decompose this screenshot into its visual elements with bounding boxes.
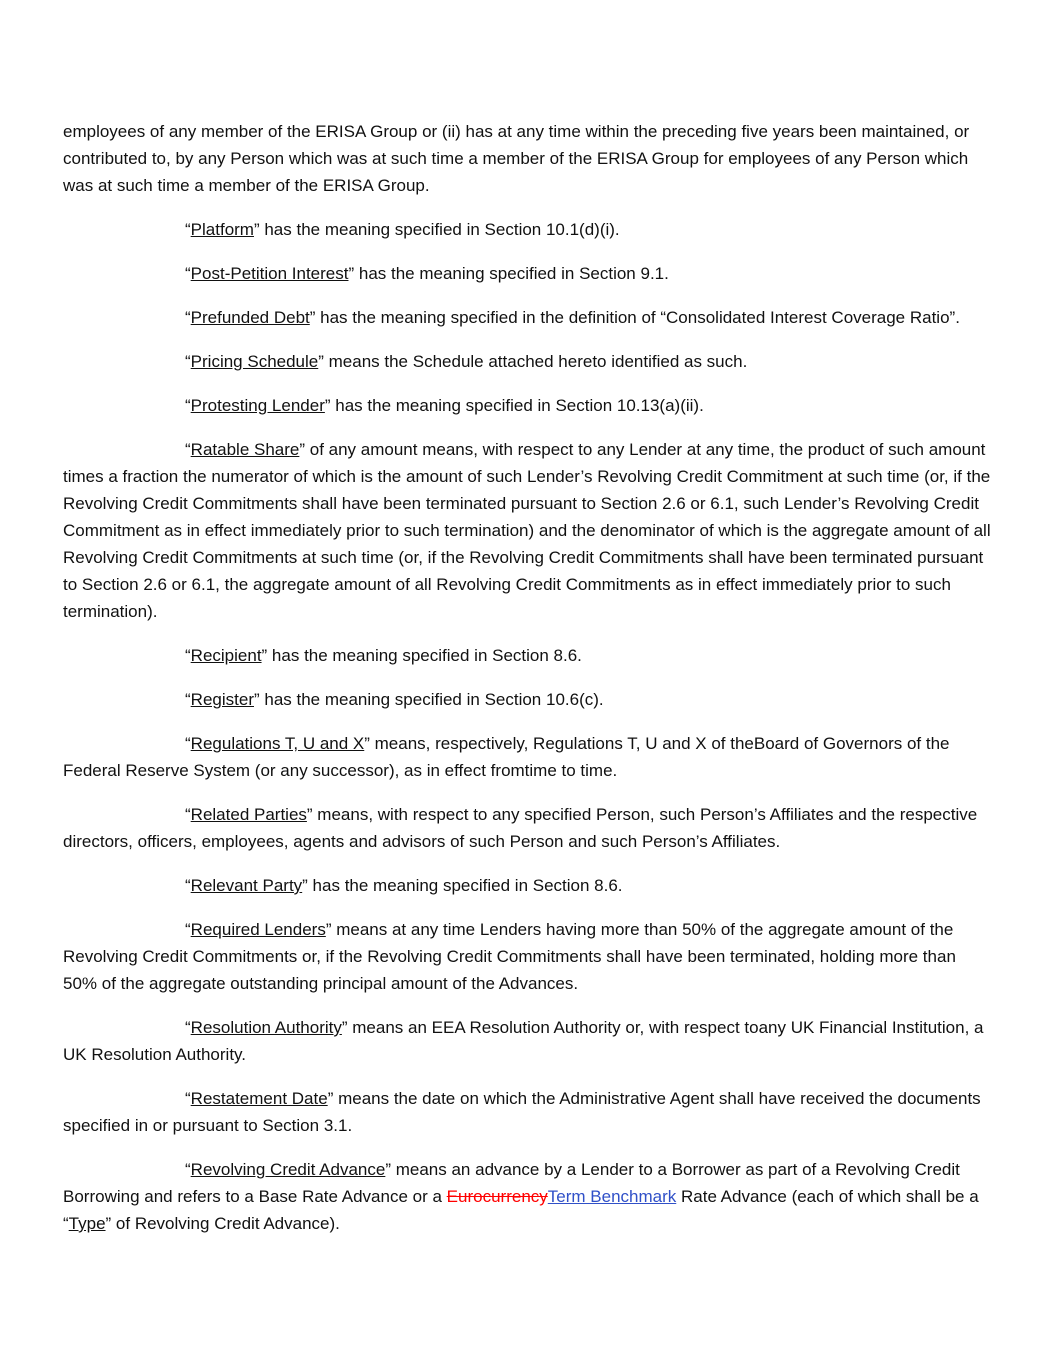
text-segment: “ <box>185 734 191 753</box>
paragraph <box>63 1085 993 1139</box>
text-segment: ” means an EEA Resolution Authority or, with respect toany UK Financial Institution, a UK Resolution Authority. <box>63 1018 984 1064</box>
text-segment: “ <box>185 1018 191 1037</box>
defined-term: Prefunded Debt <box>190 308 310 327</box>
defined-term: Post-Petition Interest <box>190 264 349 283</box>
text-segment: ” has the meaning specified in Section 8.6. <box>261 646 582 665</box>
paragraph <box>63 436 993 625</box>
text-segment: “ <box>185 876 191 895</box>
text-segment: ” of any amount means, with respect to any Lender at any time, the product of such amount times a fraction the numerator of which is the amount of such Lender’s Revolving Credit Commitment at such time (or, if the Revolving Credit Commitments shall have been terminated pursuant to Section 2.6 or 6.1, such Lender’s Revolving Credit Commitment as in effect immediately prior to such termination) and the denominator of which is the aggregate amount of all Revolving Credit Commitments at such time (or, if the Revolving Credit Commitments shall have been terminated pursuant to Section 2.6 or 6.1, the aggregate amount of all Revolving Credit Commitments as in effect immediately prior to such termination). <box>63 440 991 621</box>
text-segment: ” means the Schedule attached hereto identified as such. <box>318 352 748 371</box>
paragraph <box>63 801 993 855</box>
deleted-text: Eurocurrency <box>446 1187 548 1206</box>
defined-term: Required Lenders <box>190 920 326 939</box>
defined-term: Ratable Share <box>190 440 300 459</box>
defined-term: Platform <box>190 220 254 239</box>
paragraph <box>63 686 993 713</box>
text-segment: “ <box>185 396 191 415</box>
paragraph <box>63 216 993 243</box>
paragraph <box>63 730 993 784</box>
text-segment: ” has the meaning specified in Section 8.6. <box>302 876 623 895</box>
text-segment: ” has the meaning specified in Section 10.13(a)(ii). <box>324 396 704 415</box>
text-segment: ” means, respectively, Regulations T, U and X of theBoard of Governors of the Federal Reserve System (or any successor), as in effect fromtime to time. <box>63 734 950 780</box>
defined-term: Restatement Date <box>190 1089 328 1108</box>
text-segment: “ <box>185 1089 191 1108</box>
inserted-text: Term Benchmark <box>547 1187 677 1206</box>
paragraph <box>63 118 993 199</box>
defined-term: Recipient <box>190 646 262 665</box>
text-segment: ” means an advance by a Lender to a Borrower as part of a Revolving Credit Borrowing and refers to a Base Rate Advance or a <box>63 1160 960 1206</box>
text-segment: ” means, with respect to any specified Person, such Person’s Affiliates and the respective directors, officers, employees, agents and advisors of such Person and such Person’s Affiliates. <box>63 805 978 851</box>
document-body <box>63 118 993 1254</box>
text-segment: “ <box>185 220 191 239</box>
paragraph <box>63 348 993 375</box>
paragraph <box>63 916 993 997</box>
defined-term: Protesting Lender <box>190 396 325 415</box>
defined-term: Register <box>190 690 254 709</box>
text-segment: “ <box>185 805 191 824</box>
defined-term: Revolving Credit Advance <box>190 1160 386 1179</box>
paragraph <box>63 872 993 899</box>
text-segment: “ <box>185 308 191 327</box>
text-segment: “ <box>185 264 191 283</box>
text-segment: ” means the date on which the Administrative Agent shall have received the documents specified in or pursuant to Section 3.1. <box>63 1089 981 1135</box>
text-segment: “ <box>185 440 191 459</box>
defined-term: Regulations T, U and X <box>190 734 365 753</box>
defined-term: Related Parties <box>190 805 307 824</box>
paragraph <box>63 260 993 287</box>
text-segment: ” has the meaning specified in Section 10.6(c). <box>253 690 604 709</box>
text-segment: ” has the meaning specified in the definition of “Consolidated Interest Coverage Ratio”. <box>309 308 960 327</box>
paragraph <box>63 642 993 669</box>
text-segment: ” has the meaning specified in Section 10.1(d)(i). <box>253 220 620 239</box>
text-segment: “ <box>185 1160 191 1179</box>
paragraph <box>63 1014 993 1068</box>
text-segment: ” means at any time Lenders having more than 50% of the aggregate amount of the Revolving Credit Commitments or, if the Revolving Credit Commitments shall have been terminated, holding more than 50% of the aggregate outstanding principal amount of the Advances. <box>63 920 956 993</box>
text-segment: employees of any member of the ERISA Group or (ii) has at any time within the preceding five years been maintained, or contributed to, by any Person which was at such time a member of the ERISA Group for employees of any Person which was at such time a member of the ERISA Group. <box>63 122 970 195</box>
defined-term: Resolution Authority <box>190 1018 342 1037</box>
defined-term: Type <box>68 1214 106 1233</box>
paragraph <box>63 304 993 331</box>
text-segment: “ <box>185 352 191 371</box>
defined-term: Pricing Schedule <box>190 352 319 371</box>
paragraph <box>63 1156 993 1237</box>
text-segment: ” has the meaning specified in Section 9.1. <box>348 264 669 283</box>
text-segment: “ <box>185 920 191 939</box>
text-segment: “ <box>185 690 191 709</box>
text-segment: ” of Revolving Credit Advance). <box>105 1214 340 1233</box>
text-segment: Rate Advance (each of which shall be a “ <box>63 1187 979 1233</box>
defined-term: Relevant Party <box>190 876 303 895</box>
text-segment: “ <box>185 646 191 665</box>
paragraph <box>63 392 993 419</box>
